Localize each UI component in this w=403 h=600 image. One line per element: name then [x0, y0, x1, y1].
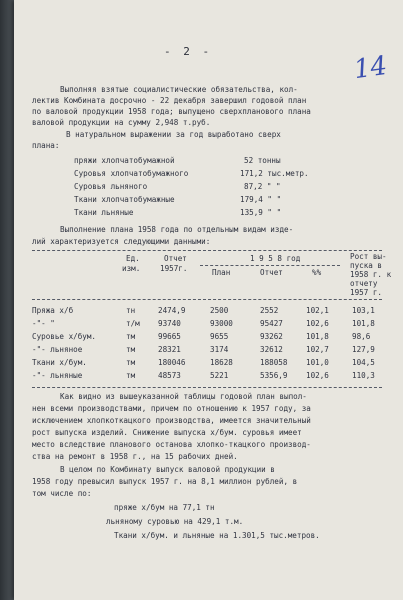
table-intro-line: лий характеризуется следующими данными:	[32, 237, 211, 246]
table-top-rule	[32, 250, 382, 251]
table-cell-r1957: 28321	[158, 345, 181, 354]
breakdown-line: льняному суровью на 429,1 т.м.	[106, 517, 244, 526]
table-cell-report: 2552	[260, 306, 279, 315]
table-cell-name: Пряжа х/б	[32, 306, 74, 315]
intro-line: по валовой продукции 1958 года; выпущено сверхпланового плана	[32, 107, 311, 116]
table-cell-name: -"- "	[32, 319, 55, 328]
table-cell-r1957: 99665	[158, 332, 181, 341]
over-plan-item-value: 171,2 тыс.метр.	[240, 169, 309, 178]
document-page	[14, 0, 403, 600]
header-mid-rule	[200, 265, 340, 266]
intro-line: Выполняя взятые социалистические обязательства, кол-	[60, 85, 298, 94]
intro-line: валовой продукции на сумму 2,948 т.руб.	[32, 118, 211, 127]
header-report-1957: Отчет	[164, 254, 187, 263]
conclusion-line: В целом по Комбинату выпуск валовой продукции в	[60, 465, 275, 474]
header-growth: пуска в	[350, 261, 383, 270]
header-plan: План	[212, 268, 231, 277]
table-cell-plan: 5221	[210, 371, 229, 380]
header-growth: 1957 г.	[350, 288, 383, 297]
table-cell-pct: 102,6	[306, 319, 329, 328]
table-cell-name: Ткани х/бум.	[32, 358, 87, 367]
header-year-1958: 1 9 5 8 год	[250, 254, 301, 263]
intro-line: В натуральном выражении за год выработано сверх	[66, 130, 281, 139]
table-cell-growth: 98,6	[352, 332, 371, 341]
table-cell-growth: 127,9	[352, 345, 375, 354]
table-cell-plan: 93000	[210, 319, 233, 328]
over-plan-item-name: пряжи хлопчатобумажной	[74, 156, 175, 165]
table-cell-plan: 18628	[210, 358, 233, 367]
table-cell-report: 32612	[260, 345, 283, 354]
table-cell-growth: 101,8	[352, 319, 375, 328]
header-growth: отчету	[350, 279, 378, 288]
over-plan-item-value: 135,9 " "	[240, 208, 282, 217]
over-plan-item-value: 179,4 " "	[240, 195, 282, 204]
over-plan-item-name: Ткани хлопчатобумажные	[74, 195, 175, 204]
header-report-1957-year: 1957г.	[160, 264, 188, 273]
table-cell-r1957: 93740	[158, 319, 181, 328]
table-cell-pct: 102,1	[306, 306, 329, 315]
table-cell-name: -"- льняные	[32, 371, 83, 380]
table-cell-plan: 9655	[210, 332, 229, 341]
conclusion-line: том числе по:	[32, 489, 92, 498]
table-cell-unit: тм	[126, 345, 136, 354]
conclusion-line: исключением хлопкоткацкого производства, имеется значительный	[32, 416, 311, 425]
table-cell-unit: т/м	[126, 319, 140, 328]
table-cell-plan: 3174	[210, 345, 229, 354]
table-cell-pct: 101,8	[306, 332, 329, 341]
header-unit: Ед.	[126, 254, 140, 263]
table-cell-r1957: 180046	[158, 358, 186, 367]
header-growth: Рост вы-	[350, 252, 387, 261]
breakdown-line: Ткани х/бум. и льняные на 1.301,5 тыс.метров.	[114, 531, 320, 540]
table-cell-r1957: 2474,9	[158, 306, 186, 315]
left-binding-strip	[0, 0, 14, 600]
table-cell-pct: 101,0	[306, 358, 329, 367]
table-cell-r1957: 48573	[158, 371, 181, 380]
page-number: - 2 -	[164, 45, 213, 58]
table-cell-unit: тн	[126, 306, 136, 315]
table-cell-plan: 2500	[210, 306, 229, 315]
intro-line: плана:	[32, 141, 60, 150]
over-plan-item-name: Суровья льняного	[74, 182, 148, 191]
table-cell-growth: 104,5	[352, 358, 375, 367]
conclusion-line: рост выпуска изделий. Снижение выпуска х/бум. суровья имеет	[32, 428, 302, 437]
table-cell-unit: тм	[126, 371, 136, 380]
over-plan-item-name: Суровья хлопчатобумажного	[74, 169, 189, 178]
table-cell-name: -"- льняное	[32, 345, 83, 354]
table-bottom-rule	[32, 387, 382, 388]
table-cell-report: 5356,9	[260, 371, 288, 380]
table-cell-report: 188058	[260, 358, 288, 367]
conclusion-line: место вследствие планового останова хлопко-ткацкого производ-	[32, 440, 311, 449]
over-plan-item-name: Ткани льняные	[74, 208, 134, 217]
table-cell-name: Суровье х/бум.	[32, 332, 97, 341]
table-cell-report: 93262	[260, 332, 283, 341]
table-cell-pct: 102,6	[306, 371, 329, 380]
table-header-rule	[32, 299, 382, 300]
conclusion-line: 1958 году превысил выпуск 1957 г. на 8,1 миллион рублей, в	[32, 477, 298, 486]
header-percent: %%	[312, 268, 322, 277]
over-plan-item-value: 52 тонны	[244, 156, 281, 165]
table-cell-pct: 102,7	[306, 345, 329, 354]
header-unit-2: изм.	[122, 264, 141, 273]
header-report: Отчет	[260, 268, 283, 277]
conclusion-line: ства на ремонт в 1958 г., на 15 рабочих дней.	[32, 452, 238, 461]
table-cell-growth: 110,3	[352, 371, 375, 380]
intro-line: лектив Комбината досрочно - 22 декабря завершил годовой план	[32, 96, 307, 105]
table-cell-unit: тм	[126, 332, 136, 341]
handwritten-folio-number: 14	[352, 50, 390, 86]
table-cell-unit: тм	[126, 358, 136, 367]
over-plan-item-value: 87,2 " "	[244, 182, 281, 191]
breakdown-line: пряже х/бум на 77,1 тн	[114, 503, 215, 512]
conclusion-line: Как видно из вышеуказанной таблицы годовой план выпол-	[60, 392, 307, 401]
table-cell-report: 95427	[260, 319, 283, 328]
table-intro-line: Выполнение плана 1958 года по отдельным видам изде-	[60, 225, 294, 234]
conclusion-line: нен всеми производствами, причем по отношению к 1957 году, за	[32, 404, 311, 413]
header-growth: 1958 г. к	[350, 270, 392, 279]
table-cell-growth: 103,1	[352, 306, 375, 315]
